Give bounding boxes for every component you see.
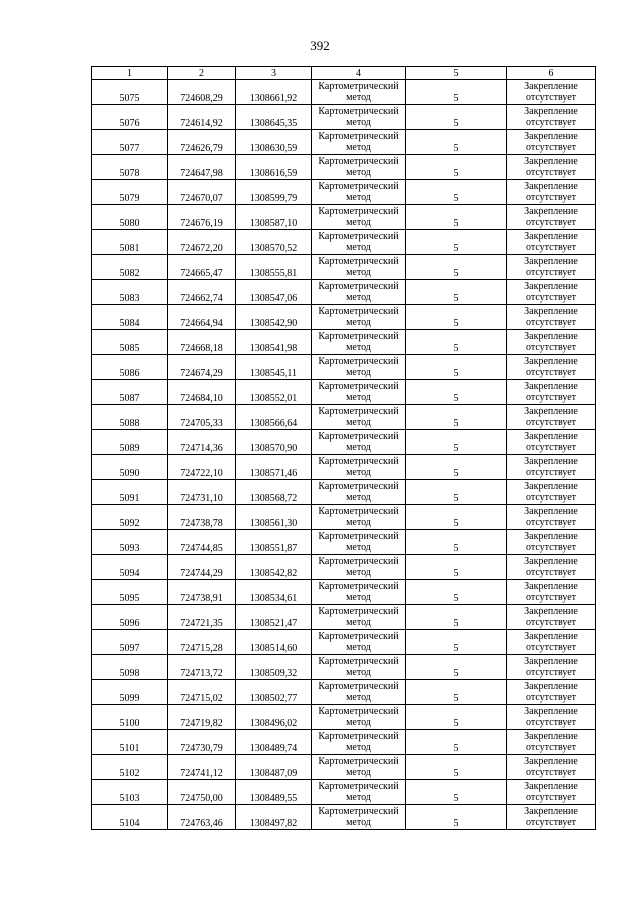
fixation-cell: Закрепление отсутствует — [507, 630, 596, 655]
point-number-cell: 5088 — [92, 405, 168, 430]
x-coordinate-cell: 724674,29 — [168, 355, 236, 380]
fixation-cell: Закрепление отсутствует — [507, 755, 596, 780]
x-coordinate-cell: 724608,29 — [168, 80, 236, 105]
y-coordinate-cell: 1308487,09 — [236, 755, 312, 780]
x-coordinate-cell: 724719,82 — [168, 705, 236, 730]
table-body — [92, 80, 596, 830]
y-coordinate-cell: 1308571,46 — [236, 455, 312, 480]
method-cell: Картометрический метод — [312, 630, 406, 655]
point-number-cell: 5100 — [92, 705, 168, 730]
x-coordinate-cell: 724714,36 — [168, 430, 236, 455]
method-cell: Картометрический метод — [312, 380, 406, 405]
accuracy-cell: 5 — [406, 455, 507, 480]
accuracy-cell: 5 — [406, 605, 507, 630]
fixation-cell: Закрепление отсутствует — [507, 130, 596, 155]
y-coordinate-cell: 1308661,92 — [236, 80, 312, 105]
fixation-cell: Закрепление отсутствует — [507, 505, 596, 530]
x-coordinate-cell: 724626,79 — [168, 130, 236, 155]
table-row — [92, 730, 596, 755]
y-coordinate-cell: 1308541,98 — [236, 330, 312, 355]
fixation-cell: Закрепление отсутствует — [507, 805, 596, 830]
table-row — [92, 455, 596, 480]
point-number-cell: 5075 — [92, 80, 168, 105]
accuracy-cell: 5 — [406, 380, 507, 405]
fixation-cell: Закрепление отсутствует — [507, 605, 596, 630]
table-row — [92, 105, 596, 130]
y-coordinate-cell: 1308616,59 — [236, 155, 312, 180]
x-coordinate-cell: 724672,20 — [168, 230, 236, 255]
point-number-cell: 5085 — [92, 330, 168, 355]
accuracy-cell: 5 — [406, 630, 507, 655]
y-coordinate-cell: 1308551,87 — [236, 530, 312, 555]
x-coordinate-cell: 724738,78 — [168, 505, 236, 530]
column-header: 2 — [168, 67, 236, 80]
table-row — [92, 255, 596, 280]
table-row — [92, 180, 596, 205]
x-coordinate-cell: 724763,46 — [168, 805, 236, 830]
fixation-cell: Закрепление отсутствует — [507, 530, 596, 555]
table-row — [92, 80, 596, 105]
accuracy-cell: 5 — [406, 330, 507, 355]
method-cell: Картометрический метод — [312, 255, 406, 280]
x-coordinate-cell: 724750,00 — [168, 780, 236, 805]
accuracy-cell: 5 — [406, 80, 507, 105]
table-row — [92, 205, 596, 230]
accuracy-cell: 5 — [406, 155, 507, 180]
x-coordinate-cell: 724731,10 — [168, 480, 236, 505]
table-row — [92, 355, 596, 380]
point-number-cell: 5095 — [92, 580, 168, 605]
accuracy-cell: 5 — [406, 430, 507, 455]
accuracy-cell: 5 — [406, 280, 507, 305]
point-number-cell: 5096 — [92, 605, 168, 630]
y-coordinate-cell: 1308630,59 — [236, 130, 312, 155]
table-row — [92, 555, 596, 580]
y-coordinate-cell: 1308534,61 — [236, 580, 312, 605]
fixation-cell: Закрепление отсутствует — [507, 80, 596, 105]
table-row — [92, 680, 596, 705]
x-coordinate-cell: 724713,72 — [168, 655, 236, 680]
column-header: 3 — [236, 67, 312, 80]
fixation-cell: Закрепление отсутствует — [507, 480, 596, 505]
method-cell: Картометрический метод — [312, 730, 406, 755]
accuracy-cell: 5 — [406, 505, 507, 530]
point-number-cell: 5083 — [92, 280, 168, 305]
fixation-cell: Закрепление отсутствует — [507, 355, 596, 380]
point-number-cell: 5092 — [92, 505, 168, 530]
y-coordinate-cell: 1308521,47 — [236, 605, 312, 630]
point-number-cell: 5099 — [92, 680, 168, 705]
table-row — [92, 305, 596, 330]
page-number: 392 — [310, 38, 330, 53]
table-row — [92, 630, 596, 655]
accuracy-cell: 5 — [406, 180, 507, 205]
point-number-cell: 5102 — [92, 755, 168, 780]
method-cell: Картометрический метод — [312, 80, 406, 105]
point-number-cell: 5093 — [92, 530, 168, 555]
fixation-cell: Закрепление отсутствует — [507, 655, 596, 680]
column-header: 4 — [312, 67, 406, 80]
point-number-cell: 5081 — [92, 230, 168, 255]
y-coordinate-cell: 1308568,72 — [236, 480, 312, 505]
x-coordinate-cell: 724668,18 — [168, 330, 236, 355]
method-cell: Картометрический метод — [312, 455, 406, 480]
accuracy-cell: 5 — [406, 255, 507, 280]
y-coordinate-cell: 1308489,74 — [236, 730, 312, 755]
x-coordinate-cell: 724647,98 — [168, 155, 236, 180]
method-cell: Картометрический метод — [312, 305, 406, 330]
point-number-cell: 5076 — [92, 105, 168, 130]
point-number-cell: 5101 — [92, 730, 168, 755]
accuracy-cell: 5 — [406, 780, 507, 805]
point-number-cell: 5090 — [92, 455, 168, 480]
y-coordinate-cell: 1308599,79 — [236, 180, 312, 205]
accuracy-cell: 5 — [406, 580, 507, 605]
point-number-cell: 5086 — [92, 355, 168, 380]
table-row — [92, 130, 596, 155]
y-coordinate-cell: 1308587,10 — [236, 205, 312, 230]
point-number-cell: 5078 — [92, 155, 168, 180]
accuracy-cell: 5 — [406, 105, 507, 130]
method-cell: Картометрический метод — [312, 405, 406, 430]
table-row — [92, 805, 596, 830]
table-row — [92, 405, 596, 430]
point-number-cell: 5103 — [92, 780, 168, 805]
y-coordinate-cell: 1308570,90 — [236, 430, 312, 455]
y-coordinate-cell: 1308509,32 — [236, 655, 312, 680]
point-number-cell: 5077 — [92, 130, 168, 155]
table-row — [92, 505, 596, 530]
accuracy-cell: 5 — [406, 305, 507, 330]
y-coordinate-cell: 1308542,82 — [236, 555, 312, 580]
method-cell: Картометрический метод — [312, 280, 406, 305]
column-header: 6 — [507, 67, 596, 80]
fixation-cell: Закрепление отсутствует — [507, 680, 596, 705]
y-coordinate-cell: 1308566,64 — [236, 405, 312, 430]
point-number-cell: 5104 — [92, 805, 168, 830]
table-row — [92, 580, 596, 605]
x-coordinate-cell: 724705,33 — [168, 405, 236, 430]
method-cell: Картометрический метод — [312, 680, 406, 705]
point-number-cell: 5080 — [92, 205, 168, 230]
y-coordinate-cell: 1308555,81 — [236, 255, 312, 280]
method-cell: Картометрический метод — [312, 780, 406, 805]
table-row — [92, 530, 596, 555]
method-cell: Картометрический метод — [312, 430, 406, 455]
table-row — [92, 780, 596, 805]
x-coordinate-cell: 724665,47 — [168, 255, 236, 280]
method-cell: Картометрический метод — [312, 505, 406, 530]
point-number-cell: 5094 — [92, 555, 168, 580]
point-number-cell: 5097 — [92, 630, 168, 655]
y-coordinate-cell: 1308552,01 — [236, 380, 312, 405]
table-row — [92, 380, 596, 405]
coordinates-table — [91, 66, 596, 830]
method-cell: Картометрический метод — [312, 130, 406, 155]
table-row — [92, 705, 596, 730]
table-row — [92, 480, 596, 505]
point-number-cell: 5082 — [92, 255, 168, 280]
accuracy-cell: 5 — [406, 405, 507, 430]
method-cell: Картометрический метод — [312, 330, 406, 355]
method-cell: Картометрический метод — [312, 705, 406, 730]
x-coordinate-cell: 724614,92 — [168, 105, 236, 130]
table-row — [92, 330, 596, 355]
method-cell: Картометрический метод — [312, 580, 406, 605]
fixation-cell: Закрепление отсутствует — [507, 580, 596, 605]
method-cell: Картометрический метод — [312, 105, 406, 130]
y-coordinate-cell: 1308514,60 — [236, 630, 312, 655]
fixation-cell: Закрепление отсутствует — [507, 255, 596, 280]
y-coordinate-cell: 1308545,11 — [236, 355, 312, 380]
x-coordinate-cell: 724662,74 — [168, 280, 236, 305]
accuracy-cell: 5 — [406, 355, 507, 380]
fixation-cell: Закрепление отсутствует — [507, 455, 596, 480]
accuracy-cell: 5 — [406, 755, 507, 780]
y-coordinate-cell: 1308542,90 — [236, 305, 312, 330]
table-header-row — [92, 67, 596, 80]
x-coordinate-cell: 724715,02 — [168, 680, 236, 705]
fixation-cell: Закрепление отсутствует — [507, 280, 596, 305]
y-coordinate-cell: 1308645,35 — [236, 105, 312, 130]
accuracy-cell: 5 — [406, 805, 507, 830]
y-coordinate-cell: 1308547,06 — [236, 280, 312, 305]
fixation-cell: Закрепление отсутствует — [507, 230, 596, 255]
method-cell: Картометрический метод — [312, 180, 406, 205]
method-cell: Картометрический метод — [312, 530, 406, 555]
x-coordinate-cell: 724664,94 — [168, 305, 236, 330]
column-header: 1 — [92, 67, 168, 80]
method-cell: Картометрический метод — [312, 805, 406, 830]
table-row — [92, 655, 596, 680]
accuracy-cell: 5 — [406, 480, 507, 505]
method-cell: Картометрический метод — [312, 355, 406, 380]
x-coordinate-cell: 724744,29 — [168, 555, 236, 580]
fixation-cell: Закрепление отсутствует — [507, 780, 596, 805]
method-cell: Картометрический метод — [312, 605, 406, 630]
fixation-cell: Закрепление отсутствует — [507, 430, 596, 455]
table-row — [92, 155, 596, 180]
table-row — [92, 430, 596, 455]
accuracy-cell: 5 — [406, 530, 507, 555]
fixation-cell: Закрепление отсутствует — [507, 330, 596, 355]
x-coordinate-cell: 724676,19 — [168, 205, 236, 230]
y-coordinate-cell: 1308570,52 — [236, 230, 312, 255]
x-coordinate-cell: 724741,12 — [168, 755, 236, 780]
method-cell: Картометрический метод — [312, 205, 406, 230]
method-cell: Картометрический метод — [312, 655, 406, 680]
y-coordinate-cell: 1308489,55 — [236, 780, 312, 805]
accuracy-cell: 5 — [406, 130, 507, 155]
accuracy-cell: 5 — [406, 230, 507, 255]
fixation-cell: Закрепление отсутствует — [507, 555, 596, 580]
accuracy-cell: 5 — [406, 680, 507, 705]
point-number-cell: 5087 — [92, 380, 168, 405]
fixation-cell: Закрепление отсутствует — [507, 730, 596, 755]
fixation-cell: Закрепление отсутствует — [507, 705, 596, 730]
accuracy-cell: 5 — [406, 705, 507, 730]
method-cell: Картометрический метод — [312, 480, 406, 505]
method-cell: Картометрический метод — [312, 230, 406, 255]
fixation-cell: Закрепление отсутствует — [507, 180, 596, 205]
fixation-cell: Закрепление отсутствует — [507, 105, 596, 130]
point-number-cell: 5089 — [92, 430, 168, 455]
accuracy-cell: 5 — [406, 555, 507, 580]
x-coordinate-cell: 724738,91 — [168, 580, 236, 605]
accuracy-cell: 5 — [406, 205, 507, 230]
point-number-cell: 5098 — [92, 655, 168, 680]
fixation-cell: Закрепление отсутствует — [507, 205, 596, 230]
y-coordinate-cell: 1308561,30 — [236, 505, 312, 530]
table-row — [92, 280, 596, 305]
y-coordinate-cell: 1308502,77 — [236, 680, 312, 705]
point-number-cell: 5091 — [92, 480, 168, 505]
x-coordinate-cell: 724684,10 — [168, 380, 236, 405]
x-coordinate-cell: 724722,10 — [168, 455, 236, 480]
y-coordinate-cell: 1308497,82 — [236, 805, 312, 830]
x-coordinate-cell: 724730,79 — [168, 730, 236, 755]
fixation-cell: Закрепление отсутствует — [507, 380, 596, 405]
x-coordinate-cell: 724715,28 — [168, 630, 236, 655]
x-coordinate-cell: 724721,35 — [168, 605, 236, 630]
method-cell: Картометрический метод — [312, 755, 406, 780]
point-number-cell: 5079 — [92, 180, 168, 205]
table-row — [92, 755, 596, 780]
method-cell: Картометрический метод — [312, 555, 406, 580]
fixation-cell: Закрепление отсутствует — [507, 305, 596, 330]
y-coordinate-cell: 1308496,02 — [236, 705, 312, 730]
table-row — [92, 230, 596, 255]
x-coordinate-cell: 724670,07 — [168, 180, 236, 205]
fixation-cell: Закрепление отсутствует — [507, 155, 596, 180]
table-row — [92, 605, 596, 630]
accuracy-cell: 5 — [406, 730, 507, 755]
method-cell: Картометрический метод — [312, 155, 406, 180]
column-header: 5 — [406, 67, 507, 80]
x-coordinate-cell: 724744,85 — [168, 530, 236, 555]
point-number-cell: 5084 — [92, 305, 168, 330]
fixation-cell: Закрепление отсутствует — [507, 405, 596, 430]
accuracy-cell: 5 — [406, 655, 507, 680]
